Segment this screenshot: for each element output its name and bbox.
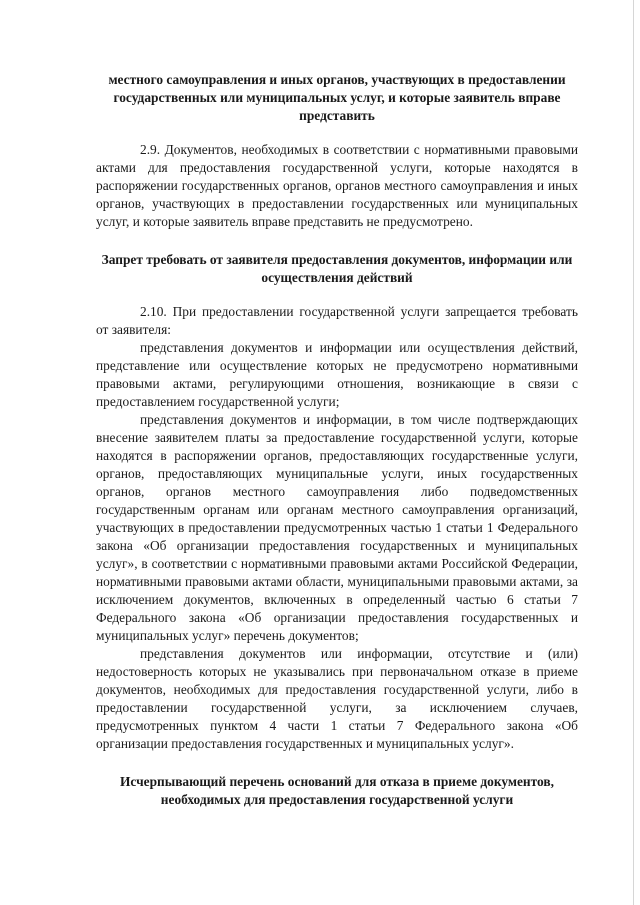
paragraph-2-10-item-1: представления документов и информации или осуществления действий, представление или осуществление которых не предусмотрено нормативными правовыми актами, регулирующими отношения, возникающие в связи с предоставлением государственной услуги; bbox=[96, 340, 578, 409]
paragraph-2-10-item-3: представления документов или информации, отсутствие и (или) недостоверность которых не указывались при первоначальном отказе в приеме документов, необходимых для предоставления государственной услуги, либо в предоставлении государственной услуги, за исключением случаев, предусмотренных пунктом 4 части 1 статьи 7 Федерального закона «Об организации предоставления государственных и муниципальных услуг». bbox=[96, 646, 578, 751]
paragraph-2-9: 2.9. Документов, необходимых в соответствии с нормативными правовыми актами для предоставления государственной услуги, которые находятся в распоряжении государственных органов, органов местного самоуправления и иных органов, участвующих в предоставлении государственных или муниципальных услуг, и которые заявитель вправе представить не предусмотрено. bbox=[96, 142, 578, 229]
paragraph-2-10: 2.10. При предоставлении государственной услуги запрещается требовать от заявителя: bbox=[96, 304, 578, 337]
section-heading-refusal-grounds: Исчерпывающий перечень оснований для отказа в приеме документов, необходимых для предоставления государственной услуги bbox=[120, 774, 554, 807]
section-heading-prohibition: Запрет требовать от заявителя предоставления документов, информации или осуществления действий bbox=[101, 252, 573, 285]
page-edge-divider bbox=[633, 0, 634, 905]
document-body bbox=[96, 71, 578, 809]
paragraph-2-10-item-2: представления документов и информации, в том числе подтверждающих внесение заявителем платы за предоставление государственной услуги, которые находятся в распоряжении органов, предоставляющих государственные услуги, органов, предоставляющих муниципальные услуги, иных государственных органов, органов местного самоуправления либо подведомственных государственным органам или органам местного самоуправления организаций, участвующих в предоставлении предусмотренных частью 1 статьи 1 Федерального закона «Об организации предоставления государственных и муниципальных услуг», в соответствии с нормативными правовыми актами Российской Федерации, нормативными правовыми актами области, муниципальными правовыми актами, за исключением документов, включенных в определенный частью 6 статьи 7 Федерального закона «Об организации предоставления государственных и муниципальных услуг» перечень документов; bbox=[96, 412, 578, 643]
section-heading-documents-in-possession: местного самоуправления и иных органов, участвующих в предоставлении государственных или муниципальных услуг, и которые заявитель вправе представить bbox=[108, 72, 566, 123]
